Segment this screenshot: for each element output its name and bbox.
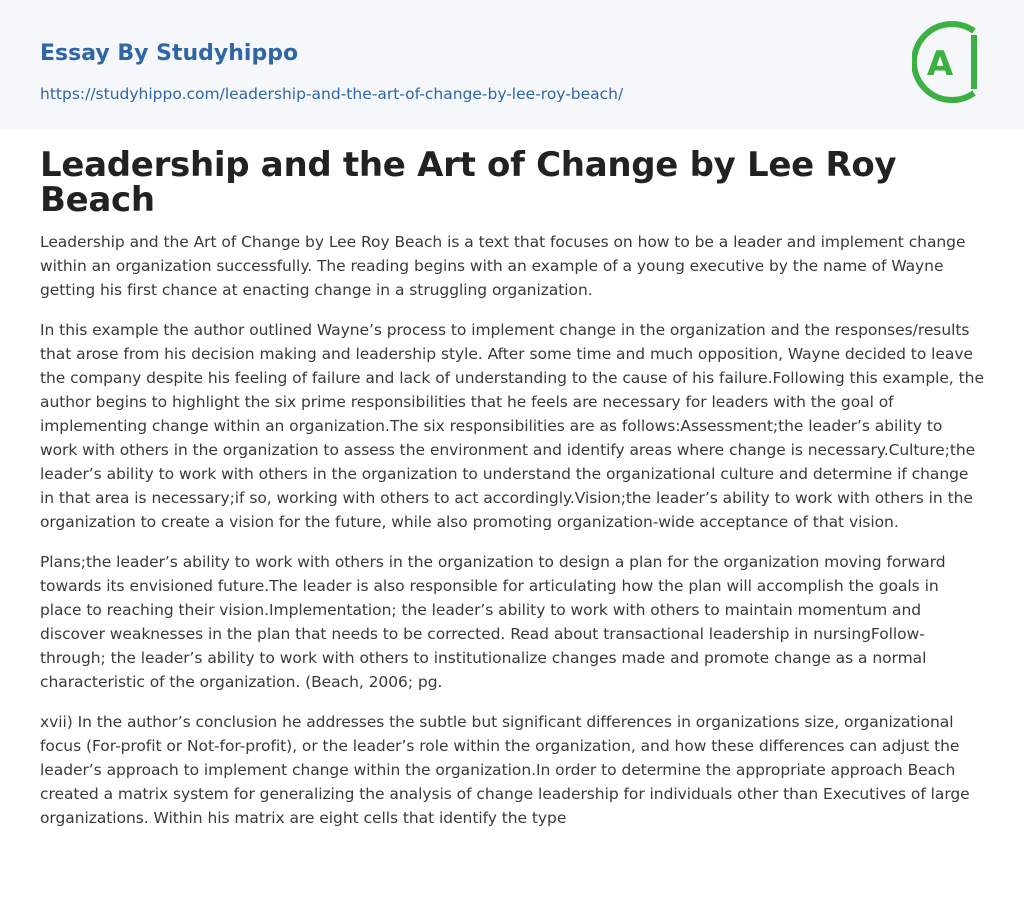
site-header (0, 0, 1024, 129)
article-paragraph: Plans;the leader’s ability to work with others in the organization to design a plan for the organization moving forward towards its envisioned future.The leader is also responsible for articulating how the plan will accomplish the goals in place to reaching their vision.Implementation; the leader’s ability to work with others to maintain momentum and discover weaknesses in the plan that needs to be corrected. Read about transactional leadership in nursingFollow-through; the leader’s ability to work with others to institutionalize changes made and promote change as a normal characteristic of the organization. (Beach, 2006; pg. (40, 553, 946, 691)
essay-url-link[interactable]: https://studyhippo.com/leadership-and-the-art-of-change-by-lee-roy-beach/ (40, 85, 624, 103)
article-paragraph: In this example the author outlined Wayne’s process to implement change in the organization and the responses/results that arose from his decision making and leadership style. After some time and much opposition, Wayne decided to leave the company despite his feeling of failure and lack of understanding to the cause of his failure.Following this example, the author begins to highlight the six prime responsibilities that he feels are necessary for leaders with the goal of implementing change within an organization.The six responsibilities are as follows:Assessment;the leader’s ability to work with others in the organization to assess the environment and identify areas where change is necessary.Culture;the leader’s ability to work with others in the organization to understand the organizational culture and determine if change in that area is necessary;if so, working with others to act accordingly.Vision;the leader’s ability to work with others in the organization to create a vision for the future, while also promoting organization-wide acceptance of that vision. (40, 321, 984, 531)
logo-letter: A (926, 44, 954, 84)
studyhippo-logo-icon[interactable] (912, 19, 986, 105)
article-body (40, 230, 984, 850)
article-paragraph: xvii) In the author’s conclusion he addresses the subtle but significant differences in organizations size, organizational focus (For-profit or Not-for-profit), or the leader’s role within the organization, and how these differences can adjust the leader’s approach to implement change within the organization.In order to determine the appropriate approach Beach created a matrix system for generalizing the analysis of change leadership for individuals other than Executives of large organizations. Within his matrix are eight cells that identify the type (40, 713, 970, 827)
site-brand[interactable]: Essay By Studyhippo (40, 41, 299, 66)
article-title: Leadership and the Art of Change by Lee Roy Beach (40, 145, 897, 220)
article-paragraph: Leadership and the Art of Change by Lee Roy Beach is a text that focuses on how to be a leader and implement change within an organization successfully. The reading begins with an example of a young executive by the name of Wayne getting his first chance at enacting change in a struggling organization. (40, 233, 966, 299)
